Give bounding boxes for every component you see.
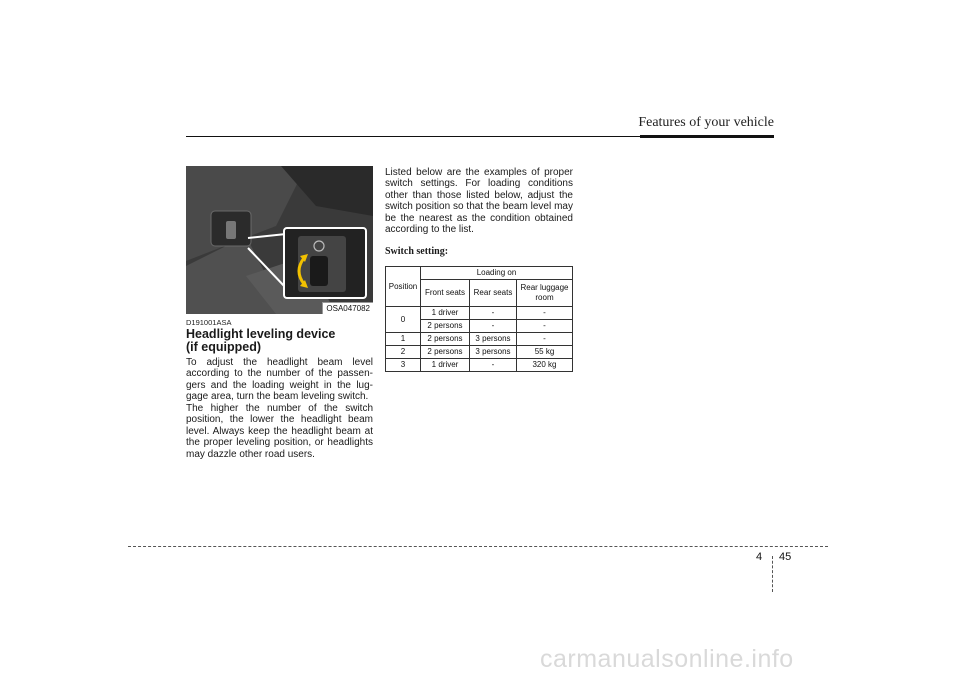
section-heading: Headlight leveling device (if equipped)	[186, 327, 336, 354]
footer-divider	[772, 556, 773, 592]
switch-setting-heading: Switch setting:	[385, 246, 449, 257]
rear-cell: -	[470, 307, 517, 320]
table-row	[386, 359, 573, 372]
position-cell: 1	[386, 333, 421, 346]
body-paragraph-2: The higher the number of the switch position, the lower the headlight beam level. Always keep the headlight beam at the proper leveling position, or headlights may dazzle other road users.	[186, 403, 373, 460]
footer-rule	[128, 546, 828, 547]
headlight-switch-photo	[186, 166, 373, 314]
rear-luggage-header: Rear luggage room	[517, 280, 573, 307]
table-row	[386, 346, 573, 359]
page-header-title: Features of your vehicle	[638, 115, 774, 130]
luggage-cell: 320 kg	[517, 359, 573, 372]
intro-paragraph: Listed below are the examples of proper switch settings. For loading conditions other than those listed below, adjust the switch position so that the beam level may be the nearest as the condition obtained according to the list.	[385, 167, 573, 236]
rear-cell: -	[470, 320, 517, 333]
page-number: 45	[779, 551, 792, 563]
position-cell: 3	[386, 359, 421, 372]
front-cell: 1 driver	[421, 359, 470, 372]
front-cell: 2 persons	[421, 346, 470, 359]
watermark: carmanualsonline.info	[540, 645, 794, 673]
table-row	[386, 333, 573, 346]
luggage-cell: 55 kg	[517, 346, 573, 359]
luggage-cell: -	[517, 320, 573, 333]
table-row	[386, 307, 573, 320]
switch-setting-table	[385, 266, 573, 372]
front-cell: 1 driver	[421, 307, 470, 320]
rear-seats-header: Rear seats	[470, 280, 517, 307]
rear-cell: -	[470, 359, 517, 372]
rear-cell: 3 persons	[470, 346, 517, 359]
front-cell: 2 persons	[421, 320, 470, 333]
position-cell: 2	[386, 346, 421, 359]
header-rule-accent	[640, 135, 774, 138]
luggage-cell: -	[517, 333, 573, 346]
front-seats-header: Front seats	[421, 280, 470, 307]
position-header: Position	[386, 267, 421, 307]
rear-cell: 3 persons	[470, 333, 517, 346]
figure-code: OSA047082	[322, 302, 373, 314]
chapter-number: 4	[756, 551, 763, 563]
section-code: D191001ASA	[186, 318, 232, 327]
position-cell: 0	[386, 307, 421, 333]
luggage-cell: -	[517, 307, 573, 320]
body-paragraph-1: To adjust the headlight beam level according to the number of the passen-gers and the loading weight in the lug-gage area, turn the beam leveling switch.	[186, 357, 373, 403]
front-cell: 2 persons	[421, 333, 470, 346]
loading-header: Loading on	[421, 267, 573, 280]
